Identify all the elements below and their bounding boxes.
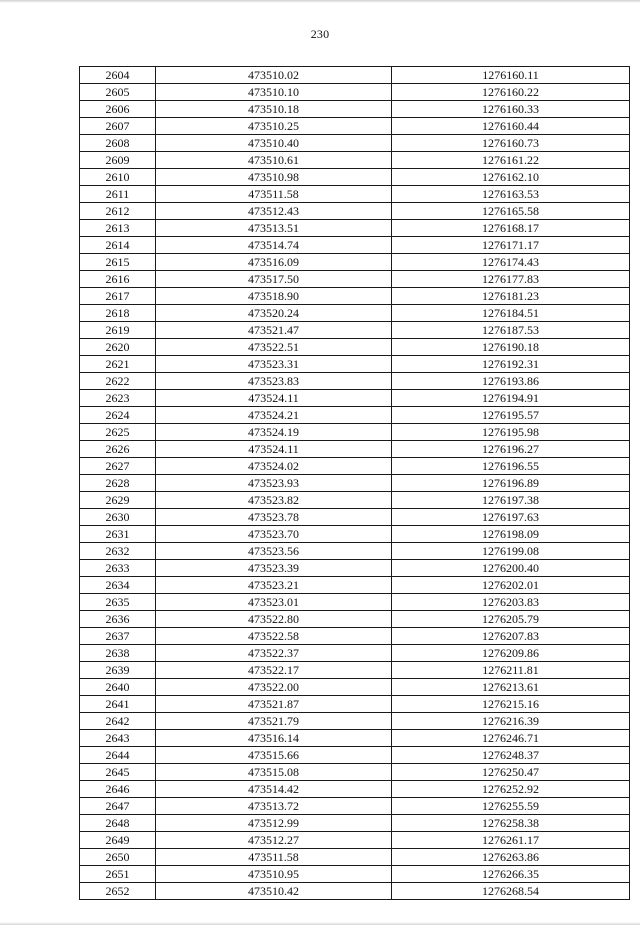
x-coordinate-cell: 473524.11 xyxy=(156,390,392,407)
y-coordinate-cell: 1276252.92 xyxy=(392,781,630,798)
y-coordinate-cell: 1276193.86 xyxy=(392,373,630,390)
point-number-cell: 2609 xyxy=(80,152,156,169)
x-coordinate-cell: 473524.21 xyxy=(156,407,392,424)
table-row xyxy=(80,781,630,798)
y-coordinate-cell: 1276187.53 xyxy=(392,322,630,339)
y-coordinate-cell: 1276263.86 xyxy=(392,849,630,866)
table-row xyxy=(80,458,630,475)
table-row xyxy=(80,254,630,271)
x-coordinate-cell: 473511.58 xyxy=(156,186,392,203)
point-number-cell: 2625 xyxy=(80,424,156,441)
table-row xyxy=(80,220,630,237)
point-number-cell: 2649 xyxy=(80,832,156,849)
table-row xyxy=(80,169,630,186)
x-coordinate-cell: 473516.09 xyxy=(156,254,392,271)
x-coordinate-cell: 473524.11 xyxy=(156,441,392,458)
coordinates-table-body xyxy=(80,67,630,900)
x-coordinate-cell: 473522.80 xyxy=(156,611,392,628)
y-coordinate-cell: 1276195.57 xyxy=(392,407,630,424)
y-coordinate-cell: 1276196.27 xyxy=(392,441,630,458)
point-number-cell: 2632 xyxy=(80,543,156,560)
x-coordinate-cell: 473521.87 xyxy=(156,696,392,713)
y-coordinate-cell: 1276200.40 xyxy=(392,560,630,577)
y-coordinate-cell: 1276168.17 xyxy=(392,220,630,237)
x-coordinate-cell: 473510.18 xyxy=(156,101,392,118)
point-number-cell: 2643 xyxy=(80,730,156,747)
point-number-cell: 2606 xyxy=(80,101,156,118)
y-coordinate-cell: 1276160.73 xyxy=(392,135,630,152)
point-number-cell: 2636 xyxy=(80,611,156,628)
table-row xyxy=(80,747,630,764)
point-number-cell: 2626 xyxy=(80,441,156,458)
x-coordinate-cell: 473510.40 xyxy=(156,135,392,152)
x-coordinate-cell: 473515.08 xyxy=(156,764,392,781)
table-row xyxy=(80,577,630,594)
y-coordinate-cell: 1276211.81 xyxy=(392,662,630,679)
point-number-cell: 2640 xyxy=(80,679,156,696)
y-coordinate-cell: 1276160.22 xyxy=(392,84,630,101)
point-number-cell: 2627 xyxy=(80,458,156,475)
point-number-cell: 2622 xyxy=(80,373,156,390)
table-row xyxy=(80,356,630,373)
table-row xyxy=(80,424,630,441)
x-coordinate-cell: 473523.39 xyxy=(156,560,392,577)
x-coordinate-cell: 473523.01 xyxy=(156,594,392,611)
x-coordinate-cell: 473512.27 xyxy=(156,832,392,849)
y-coordinate-cell: 1276207.83 xyxy=(392,628,630,645)
point-number-cell: 2610 xyxy=(80,169,156,186)
table-row xyxy=(80,713,630,730)
y-coordinate-cell: 1276196.89 xyxy=(392,475,630,492)
coordinates-table xyxy=(79,66,630,900)
table-row xyxy=(80,288,630,305)
x-coordinate-cell: 473522.58 xyxy=(156,628,392,645)
table-row xyxy=(80,764,630,781)
x-coordinate-cell: 473514.42 xyxy=(156,781,392,798)
point-number-cell: 2648 xyxy=(80,815,156,832)
table-row xyxy=(80,390,630,407)
table-row xyxy=(80,305,630,322)
table-row xyxy=(80,730,630,747)
table-row xyxy=(80,441,630,458)
table-row xyxy=(80,832,630,849)
point-number-cell: 2617 xyxy=(80,288,156,305)
x-coordinate-cell: 473522.00 xyxy=(156,679,392,696)
y-coordinate-cell: 1276261.17 xyxy=(392,832,630,849)
x-coordinate-cell: 473515.66 xyxy=(156,747,392,764)
table-row xyxy=(80,237,630,254)
table-row xyxy=(80,645,630,662)
table-row xyxy=(80,271,630,288)
table-row xyxy=(80,373,630,390)
table-row xyxy=(80,611,630,628)
table-row xyxy=(80,203,630,220)
table-row xyxy=(80,526,630,543)
y-coordinate-cell: 1276209.86 xyxy=(392,645,630,662)
x-coordinate-cell: 473517.50 xyxy=(156,271,392,288)
y-coordinate-cell: 1276205.79 xyxy=(392,611,630,628)
x-coordinate-cell: 473510.42 xyxy=(156,883,392,900)
point-number-cell: 2612 xyxy=(80,203,156,220)
table-row xyxy=(80,662,630,679)
y-coordinate-cell: 1276197.38 xyxy=(392,492,630,509)
table-row xyxy=(80,407,630,424)
y-coordinate-cell: 1276255.59 xyxy=(392,798,630,815)
point-number-cell: 2639 xyxy=(80,662,156,679)
coordinates-table-container xyxy=(79,66,629,900)
point-number-cell: 2621 xyxy=(80,356,156,373)
table-row xyxy=(80,866,630,883)
point-number-cell: 2644 xyxy=(80,747,156,764)
point-number-cell: 2605 xyxy=(80,84,156,101)
point-number-cell: 2628 xyxy=(80,475,156,492)
x-coordinate-cell: 473524.02 xyxy=(156,458,392,475)
point-number-cell: 2642 xyxy=(80,713,156,730)
point-number-cell: 2624 xyxy=(80,407,156,424)
y-coordinate-cell: 1276198.09 xyxy=(392,526,630,543)
y-coordinate-cell: 1276160.33 xyxy=(392,101,630,118)
table-row xyxy=(80,186,630,203)
y-coordinate-cell: 1276165.58 xyxy=(392,203,630,220)
point-number-cell: 2614 xyxy=(80,237,156,254)
y-coordinate-cell: 1276203.83 xyxy=(392,594,630,611)
table-row xyxy=(80,849,630,866)
x-coordinate-cell: 473523.56 xyxy=(156,543,392,560)
table-row xyxy=(80,67,630,84)
y-coordinate-cell: 1276250.47 xyxy=(392,764,630,781)
y-coordinate-cell: 1276161.22 xyxy=(392,152,630,169)
point-number-cell: 2630 xyxy=(80,509,156,526)
y-coordinate-cell: 1276177.83 xyxy=(392,271,630,288)
x-coordinate-cell: 473523.83 xyxy=(156,373,392,390)
point-number-cell: 2652 xyxy=(80,883,156,900)
point-number-cell: 2611 xyxy=(80,186,156,203)
x-coordinate-cell: 473513.72 xyxy=(156,798,392,815)
x-coordinate-cell: 473510.95 xyxy=(156,866,392,883)
x-coordinate-cell: 473512.43 xyxy=(156,203,392,220)
point-number-cell: 2616 xyxy=(80,271,156,288)
x-coordinate-cell: 473522.17 xyxy=(156,662,392,679)
x-coordinate-cell: 473514.74 xyxy=(156,237,392,254)
table-row xyxy=(80,509,630,526)
x-coordinate-cell: 473521.79 xyxy=(156,713,392,730)
y-coordinate-cell: 1276266.35 xyxy=(392,866,630,883)
x-coordinate-cell: 473524.19 xyxy=(156,424,392,441)
y-coordinate-cell: 1276171.17 xyxy=(392,237,630,254)
x-coordinate-cell: 473522.51 xyxy=(156,339,392,356)
table-row xyxy=(80,543,630,560)
y-coordinate-cell: 1276194.91 xyxy=(392,390,630,407)
x-coordinate-cell: 473523.21 xyxy=(156,577,392,594)
point-number-cell: 2613 xyxy=(80,220,156,237)
table-row xyxy=(80,339,630,356)
table-row xyxy=(80,679,630,696)
y-coordinate-cell: 1276196.55 xyxy=(392,458,630,475)
point-number-cell: 2618 xyxy=(80,305,156,322)
table-row xyxy=(80,492,630,509)
table-row xyxy=(80,84,630,101)
x-coordinate-cell: 473510.25 xyxy=(156,118,392,135)
point-number-cell: 2645 xyxy=(80,764,156,781)
x-coordinate-cell: 473510.98 xyxy=(156,169,392,186)
x-coordinate-cell: 473510.02 xyxy=(156,67,392,84)
table-row xyxy=(80,815,630,832)
point-number-cell: 2650 xyxy=(80,849,156,866)
point-number-cell: 2647 xyxy=(80,798,156,815)
x-coordinate-cell: 473510.10 xyxy=(156,84,392,101)
y-coordinate-cell: 1276199.08 xyxy=(392,543,630,560)
point-number-cell: 2634 xyxy=(80,577,156,594)
y-coordinate-cell: 1276195.98 xyxy=(392,424,630,441)
table-row xyxy=(80,696,630,713)
y-coordinate-cell: 1276216.39 xyxy=(392,713,630,730)
x-coordinate-cell: 473511.58 xyxy=(156,849,392,866)
point-number-cell: 2631 xyxy=(80,526,156,543)
point-number-cell: 2633 xyxy=(80,560,156,577)
table-row xyxy=(80,118,630,135)
point-number-cell: 2629 xyxy=(80,492,156,509)
point-number-cell: 2646 xyxy=(80,781,156,798)
x-coordinate-cell: 473518.90 xyxy=(156,288,392,305)
x-coordinate-cell: 473523.82 xyxy=(156,492,392,509)
point-number-cell: 2615 xyxy=(80,254,156,271)
y-coordinate-cell: 1276160.11 xyxy=(392,67,630,84)
x-coordinate-cell: 473513.51 xyxy=(156,220,392,237)
x-coordinate-cell: 473520.24 xyxy=(156,305,392,322)
table-row xyxy=(80,883,630,900)
point-number-cell: 2635 xyxy=(80,594,156,611)
x-coordinate-cell: 473521.47 xyxy=(156,322,392,339)
table-row xyxy=(80,135,630,152)
x-coordinate-cell: 473523.78 xyxy=(156,509,392,526)
y-coordinate-cell: 1276246.71 xyxy=(392,730,630,747)
scan-edge-top xyxy=(0,0,640,3)
y-coordinate-cell: 1276174.43 xyxy=(392,254,630,271)
x-coordinate-cell: 473523.93 xyxy=(156,475,392,492)
y-coordinate-cell: 1276184.51 xyxy=(392,305,630,322)
table-row xyxy=(80,628,630,645)
y-coordinate-cell: 1276181.23 xyxy=(392,288,630,305)
y-coordinate-cell: 1276258.38 xyxy=(392,815,630,832)
y-coordinate-cell: 1276268.54 xyxy=(392,883,630,900)
point-number-cell: 2619 xyxy=(80,322,156,339)
x-coordinate-cell: 473510.61 xyxy=(156,152,392,169)
table-row xyxy=(80,594,630,611)
table-row xyxy=(80,322,630,339)
y-coordinate-cell: 1276215.16 xyxy=(392,696,630,713)
point-number-cell: 2638 xyxy=(80,645,156,662)
point-number-cell: 2651 xyxy=(80,866,156,883)
y-coordinate-cell: 1276162.10 xyxy=(392,169,630,186)
y-coordinate-cell: 1276202.01 xyxy=(392,577,630,594)
point-number-cell: 2608 xyxy=(80,135,156,152)
y-coordinate-cell: 1276160.44 xyxy=(392,118,630,135)
y-coordinate-cell: 1276192.31 xyxy=(392,356,630,373)
point-number-cell: 2620 xyxy=(80,339,156,356)
point-number-cell: 2623 xyxy=(80,390,156,407)
table-row xyxy=(80,475,630,492)
page-number: 230 xyxy=(310,27,330,41)
x-coordinate-cell: 473512.99 xyxy=(156,815,392,832)
point-number-cell: 2641 xyxy=(80,696,156,713)
point-number-cell: 2607 xyxy=(80,118,156,135)
y-coordinate-cell: 1276213.61 xyxy=(392,679,630,696)
y-coordinate-cell: 1276197.63 xyxy=(392,509,630,526)
x-coordinate-cell: 473523.70 xyxy=(156,526,392,543)
table-row xyxy=(80,798,630,815)
table-row xyxy=(80,560,630,577)
y-coordinate-cell: 1276190.18 xyxy=(392,339,630,356)
y-coordinate-cell: 1276248.37 xyxy=(392,747,630,764)
x-coordinate-cell: 473522.37 xyxy=(156,645,392,662)
x-coordinate-cell: 473523.31 xyxy=(156,356,392,373)
point-number-cell: 2637 xyxy=(80,628,156,645)
table-row xyxy=(80,101,630,118)
y-coordinate-cell: 1276163.53 xyxy=(392,186,630,203)
x-coordinate-cell: 473516.14 xyxy=(156,730,392,747)
point-number-cell: 2604 xyxy=(80,67,156,84)
table-row xyxy=(80,152,630,169)
